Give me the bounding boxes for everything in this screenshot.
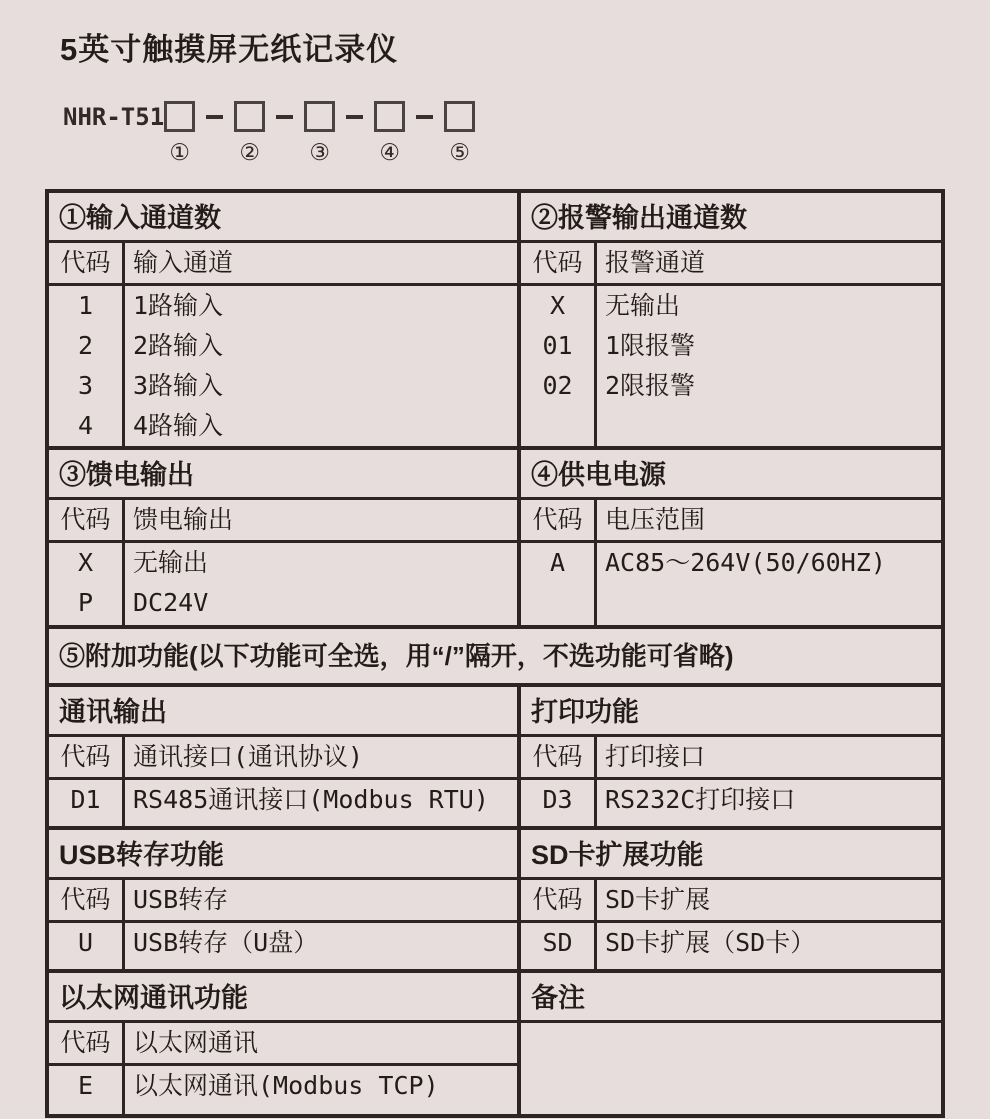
band-comm-print: [49, 683, 941, 826]
model-box-4: [374, 101, 405, 132]
model-position-1: [164, 101, 195, 164]
description-values: [125, 780, 517, 826]
data-area: [49, 1066, 517, 1114]
position-circle-2: ②: [239, 139, 260, 165]
code-header-cell: 代码: [49, 243, 125, 283]
section-feed-output: [49, 450, 521, 625]
code-value: 4: [77, 411, 94, 440]
code-header-row: [521, 880, 941, 923]
model-prefix: NHR-T51: [63, 103, 165, 131]
description-value: RS232C打印接口: [605, 785, 796, 814]
code-value: 1: [77, 291, 94, 320]
description-value: AC85～264V(50/60HZ): [605, 548, 886, 577]
code-values: [49, 780, 125, 826]
section-input-channels: [49, 193, 521, 446]
band-usb-sd: [49, 826, 941, 969]
column-header-cell: 打印接口: [605, 742, 706, 771]
code-values: [521, 780, 597, 826]
code-value: D1: [70, 785, 101, 814]
section-remarks: [521, 973, 941, 1114]
code-value: P: [77, 588, 94, 617]
section-header: 以太网通讯功能: [49, 973, 517, 1023]
column-header-cell: 通讯接口(通讯协议): [133, 742, 364, 771]
dash-separator: [346, 115, 363, 119]
code-header-row: [49, 737, 517, 780]
code-value: 02: [542, 371, 573, 400]
code-header-row: [49, 243, 517, 286]
data-area: [49, 923, 517, 969]
code-value: 3: [77, 371, 94, 400]
model-box-5: [444, 101, 475, 132]
model-box-1: [164, 101, 195, 132]
code-header-cell: 代码: [521, 737, 597, 777]
band-input-alarm: [49, 193, 941, 446]
code-value: A: [549, 548, 566, 577]
code-header-row: [49, 500, 517, 543]
code-header-cell: 代码: [49, 737, 125, 777]
description-values: [125, 543, 517, 625]
position-circle-5: ⑤: [449, 139, 470, 165]
model-position-2: [234, 101, 265, 164]
code-header-cell: 代码: [521, 243, 597, 283]
code-value: D3: [542, 785, 573, 814]
column-header-cell: 电压范围: [605, 505, 706, 534]
code-value: U: [77, 928, 94, 957]
data-area: [521, 923, 941, 969]
model-position-3: [304, 101, 335, 164]
section-alarm-channels: [521, 193, 941, 446]
section-header: ④供电电源: [521, 450, 941, 500]
remark-empty-cell: [521, 1023, 941, 1114]
section-header: ②报警输出通道数: [521, 193, 941, 243]
description-values: [125, 286, 517, 446]
code-value: X: [549, 291, 566, 320]
code-value: E: [77, 1071, 94, 1100]
code-header-row: [49, 880, 517, 923]
section-header: 打印功能: [521, 687, 941, 737]
code-value: 2: [77, 331, 94, 360]
position-circle-4: ④: [379, 139, 400, 165]
dash-separator: [416, 115, 433, 119]
description-value: 无输出: [605, 291, 681, 320]
column-header-cell: 馈电输出: [133, 505, 234, 534]
band-additional-functions: [49, 625, 941, 683]
description-value: 1限报警: [605, 331, 696, 360]
description-values: [125, 923, 517, 969]
code-header-row: [521, 500, 941, 543]
code-values: [49, 543, 125, 625]
description-values: [597, 543, 941, 625]
description-value: 2路输入: [133, 331, 224, 360]
section-header: 通讯输出: [49, 687, 517, 737]
section-print-function: [521, 687, 941, 826]
code-header-cell: 代码: [521, 500, 597, 540]
code-header-cell: 代码: [49, 1023, 125, 1063]
code-values: [49, 923, 125, 969]
data-area: [49, 780, 517, 826]
position-circle-1: ①: [169, 139, 190, 165]
code-header-row: [49, 1023, 517, 1066]
column-header-cell: 报警通道: [605, 248, 706, 277]
section-header: 备注: [521, 973, 941, 1023]
code-header-cell: 代码: [521, 880, 597, 920]
description-values: [597, 923, 941, 969]
data-area: [49, 286, 517, 446]
code-values: [521, 543, 597, 625]
code-header-cell: 代码: [49, 500, 125, 540]
band-feed-power: [49, 446, 941, 625]
data-area: [521, 780, 941, 826]
section-comm-output: [49, 687, 521, 826]
description-value: RS485通讯接口(Modbus RTU): [133, 785, 489, 814]
code-value: 01: [542, 331, 573, 360]
column-header-cell: 输入通道: [133, 248, 234, 277]
model-position-5: [444, 101, 475, 164]
spec-table: [45, 189, 945, 1118]
position-circle-3: ③: [309, 139, 330, 165]
description-values: [597, 780, 941, 826]
description-value: 4路输入: [133, 411, 224, 440]
description-value: 3路输入: [133, 371, 224, 400]
description-values: [125, 1066, 517, 1114]
description-value: 1路输入: [133, 291, 224, 320]
section-header: ③馈电输出: [49, 450, 517, 500]
model-box-2: [234, 101, 265, 132]
column-header-cell: USB转存: [133, 885, 229, 914]
band-ethernet-remark: [49, 969, 941, 1114]
column-header-cell: 以太网通讯: [133, 1028, 259, 1057]
section-usb-transfer: [49, 830, 521, 969]
column-header-cell: SD卡扩展: [605, 885, 711, 914]
section-header: USB转存功能: [49, 830, 517, 880]
code-value: SD: [542, 928, 573, 957]
description-values: [597, 286, 941, 446]
model-code: [63, 101, 945, 164]
section-ethernet-comm: [49, 973, 521, 1114]
additional-functions-note: ⑤附加功能(以下功能可全选，用“/”隔开，不选功能可省略): [59, 641, 734, 671]
model-box-3: [304, 101, 335, 132]
section-sd-expansion: [521, 830, 941, 969]
description-value: 以太网通讯(Modbus TCP): [133, 1071, 439, 1100]
code-header-row: [521, 737, 941, 780]
code-header-cell: 代码: [49, 880, 125, 920]
code-values: [521, 923, 597, 969]
data-area: [521, 286, 941, 446]
code-value: X: [77, 548, 94, 577]
model-position-4: [374, 101, 405, 164]
section-header: ①输入通道数: [49, 193, 517, 243]
page-title: 5英寸触摸屏无纸记录仪: [60, 32, 399, 67]
code-values: [521, 286, 597, 446]
description-value: DC24V: [133, 588, 209, 617]
section-header: SD卡扩展功能: [521, 830, 941, 880]
description-value: 无输出: [133, 548, 209, 577]
description-value: 2限报警: [605, 371, 696, 400]
dash-separator: [206, 115, 223, 119]
code-values: [49, 1066, 125, 1114]
code-values: [49, 286, 125, 446]
data-area: [521, 543, 941, 625]
section-power-supply: [521, 450, 941, 625]
data-area: [49, 543, 517, 625]
description-value: USB转存（U盘）: [133, 928, 319, 957]
dash-separator: [276, 115, 293, 119]
code-header-row: [521, 243, 941, 286]
description-value: SD卡扩展（SD卡）: [605, 928, 816, 957]
